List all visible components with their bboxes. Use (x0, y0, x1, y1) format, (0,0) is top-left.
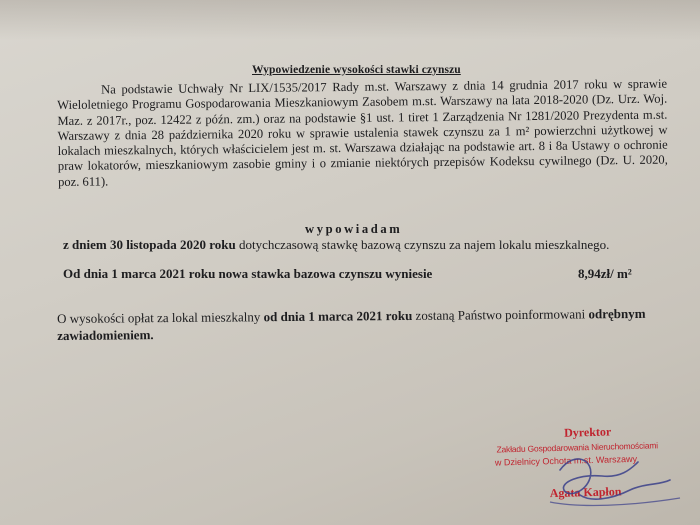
info-paragraph (57, 305, 669, 344)
handwritten-signature (520, 440, 700, 525)
declaration-rest: dotychczasową stawkę bazową czynszu za najem lokalu mieszkalnego. (235, 237, 610, 252)
info-bold2: odrębnym zawiadomieniem. (57, 305, 646, 343)
page-shadow (0, 0, 700, 40)
stamp-role: Dyrektor (563, 424, 612, 440)
new-rate-text: Od dnia 1 marca 2021 roku nowa stawka bazowa czynszu wyniesie (63, 266, 433, 281)
director-stamp (478, 422, 700, 501)
declaration-date: z dniem 30 listopada 2020 roku (63, 237, 236, 252)
stamp-unit-line2: w Dzielnicy Ochota m.st. Warszawy (494, 453, 638, 468)
stamp-unit-line1: Zakładu Gospodarowania Nieruchomościami (496, 440, 658, 455)
new-rate-value: 8,94zł/ m² (578, 266, 632, 281)
legal-basis-text: Na podstawie Uchwały Nr LIX/1535/2017 Rady m.st. Warszawy z dnia 14 grudnia 2017 roku w sprawie Wieloletniego Programu Gospodarowania Mieszkaniowym Zasobem m.st. Warszawy na lata 2018-2020 (Dz. Urz. Woj. Maz. z 2017r., poz. 12422 z późn. zm.) oraz na podstawie §1 ust. 1 tiret 1 Zarządzenia Nr 1281/2020 Prezydenta m.st. Warszawy z dnia 28 października 2020 roku w sprawie ustalenia stawek czynszu za 1 m² powierzchni użytkowej w lokalach mieszkalnych, których właścicielem jest m. st. Warszawa działając na podstawie art. 8 i 8a Ustawy o ochronie praw lokatorów, mieszkaniowym zasobie gminy i o zmianie niektórych przepisów Kodeksu cywilnego (Dz. U. 2020, poz. 611). (57, 76, 668, 189)
info-part2: zostaną Państwo poinformowani (412, 306, 589, 323)
info-part1: O wysokości opłat za lokal mieszkalny (57, 309, 264, 326)
stamp-name: Agata Kapłon (549, 484, 622, 501)
document-title: Wypowiedzenie wysokości stawki czynszu (252, 64, 461, 76)
declaration-word: wypowiadam (305, 222, 403, 236)
declaration-line (63, 237, 609, 253)
legal-basis-paragraph (57, 77, 668, 190)
info-bold1: od dnia 1 marca 2021 roku (263, 307, 413, 325)
